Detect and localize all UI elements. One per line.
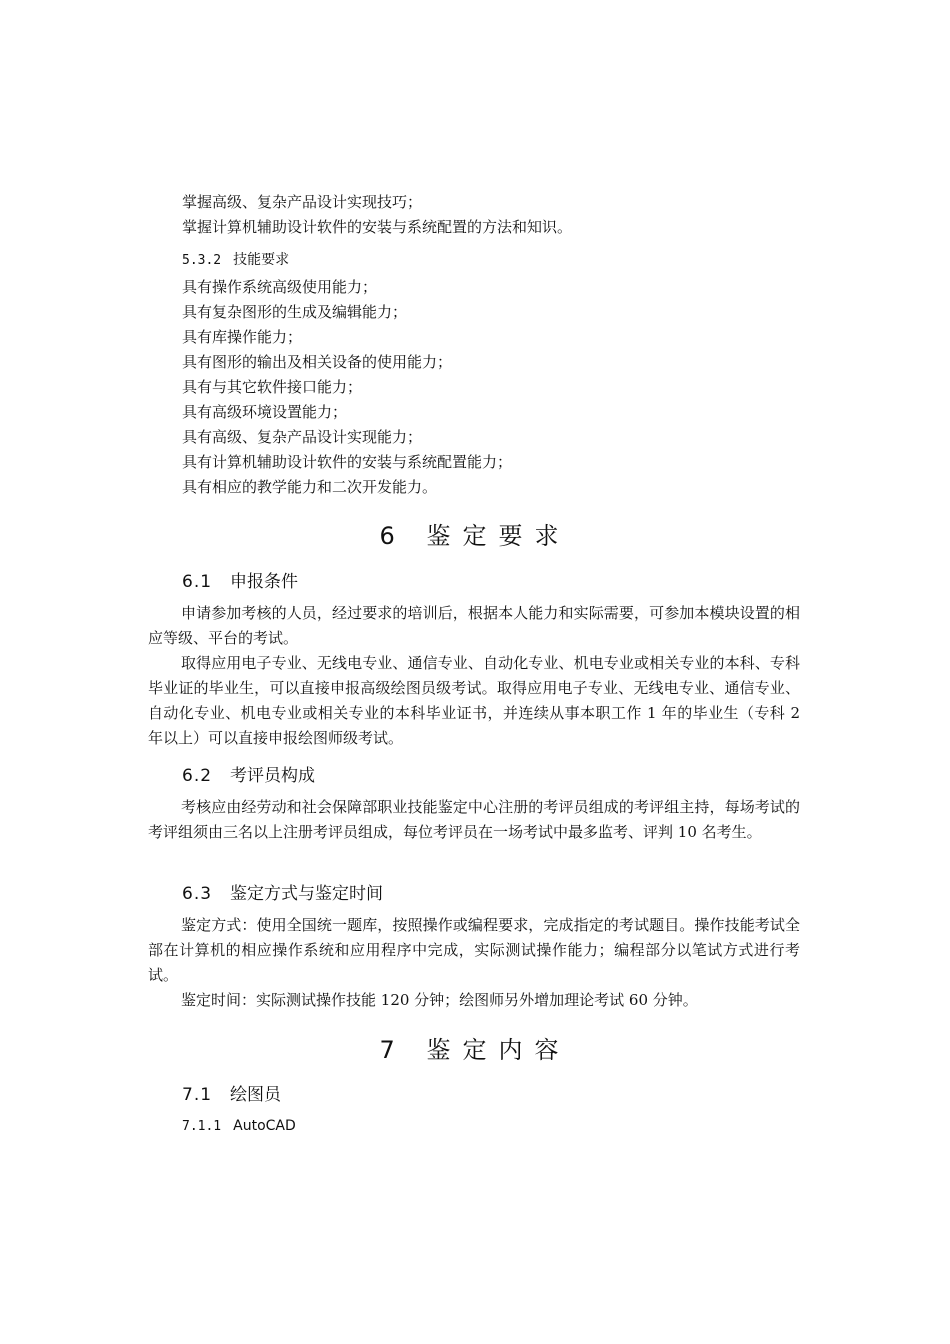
subsection-5-3-2-heading	[182, 249, 289, 269]
section-title: 绘图员	[230, 1085, 282, 1105]
paragraph-6-3-b: 鉴定时间：实际测试操作技能 120 分钟；绘图师另外增加理论考试 60 分钟。	[181, 991, 698, 1009]
paragraph-6-1-a: 申请参加考核的人员，经过要求的培训后，根据本人能力和实际需要，可参加本模块设置的相应等级、平台的考试。	[148, 604, 800, 647]
subsection-number: 7.1.1	[182, 1119, 222, 1134]
subsection-7-1-1-heading	[182, 1118, 296, 1134]
section-number: 7.1	[182, 1085, 213, 1105]
chapter-6-title: 6 鉴定要求	[379, 522, 571, 550]
skill-item-7: 具有高级、复杂产品设计实现能力；	[182, 428, 423, 446]
skill-item-1: 具有操作系统高级使用能力；	[182, 278, 378, 296]
knowledge-line-2: 掌握计算机辅助设计软件的安装与系统配置的方法和知识。	[182, 218, 573, 236]
section-7-1-heading	[182, 1080, 281, 1105]
chapter-7-title: 7 鉴定内容	[379, 1036, 571, 1064]
section-number: 6.2	[182, 766, 213, 786]
skill-item-2: 具有复杂图形的生成及编辑能力；	[182, 303, 408, 321]
skill-item-3: 具有库操作能力；	[182, 328, 303, 346]
section-number: 6.3	[182, 884, 213, 904]
paragraph-6-1-b: 取得应用电子专业、无线电专业、通信专业、自动化专业、机电专业或相关专业的本科、专科毕业证的毕业生，可以直接申报高级绘图员级考试。取得应用电子专业、无线电专业、通信专业、自动化专业、机电专业或相关专业的本科毕业证书，并连续从事本职工作 1 年的毕业生（专科 2 年以上）可以直接申报绘图师级考试。	[148, 654, 800, 747]
section-title: 鉴定方式与鉴定时间	[230, 884, 384, 904]
skill-item-8: 具有计算机辅助设计软件的安装与系统配置能力；	[182, 453, 513, 471]
section-number: 6.1	[182, 572, 213, 592]
section-6-1-heading	[182, 567, 298, 592]
knowledge-line-1: 掌握高级、复杂产品设计实现技巧；	[182, 193, 423, 211]
skill-item-6: 具有高级环境设置能力；	[182, 403, 348, 421]
subsection-title: AutoCAD	[233, 1118, 296, 1134]
subsection-number: 5.3.2	[182, 253, 222, 268]
section-title: 考评员构成	[230, 766, 316, 786]
section-6-2-heading	[182, 761, 315, 786]
subsection-title: 技能要求	[233, 252, 290, 268]
skill-item-4: 具有图形的输出及相关设备的使用能力；	[182, 353, 453, 371]
paragraph-6-2: 考核应由经劳动和社会保障部职业技能鉴定中心注册的考评员组成的考评组主持，每场考试的考评组须由三名以上注册考评员组成，每位考评员在一场考试中最多监考、评判 10 名考生。	[148, 798, 800, 841]
skill-item-5: 具有与其它软件接口能力；	[182, 378, 363, 396]
skill-item-9: 具有相应的教学能力和二次开发能力。	[182, 478, 438, 496]
section-title: 申报条件	[230, 572, 299, 592]
section-6-3-heading	[182, 879, 383, 904]
paragraph-6-3-a: 鉴定方式：使用全国统一题库，按照操作或编程要求，完成指定的考试题目。操作技能考试全部在计算机的相应操作系统和应用程序中完成，实际测试操作能力；编程部分以笔试方式进行考试。	[148, 916, 800, 984]
